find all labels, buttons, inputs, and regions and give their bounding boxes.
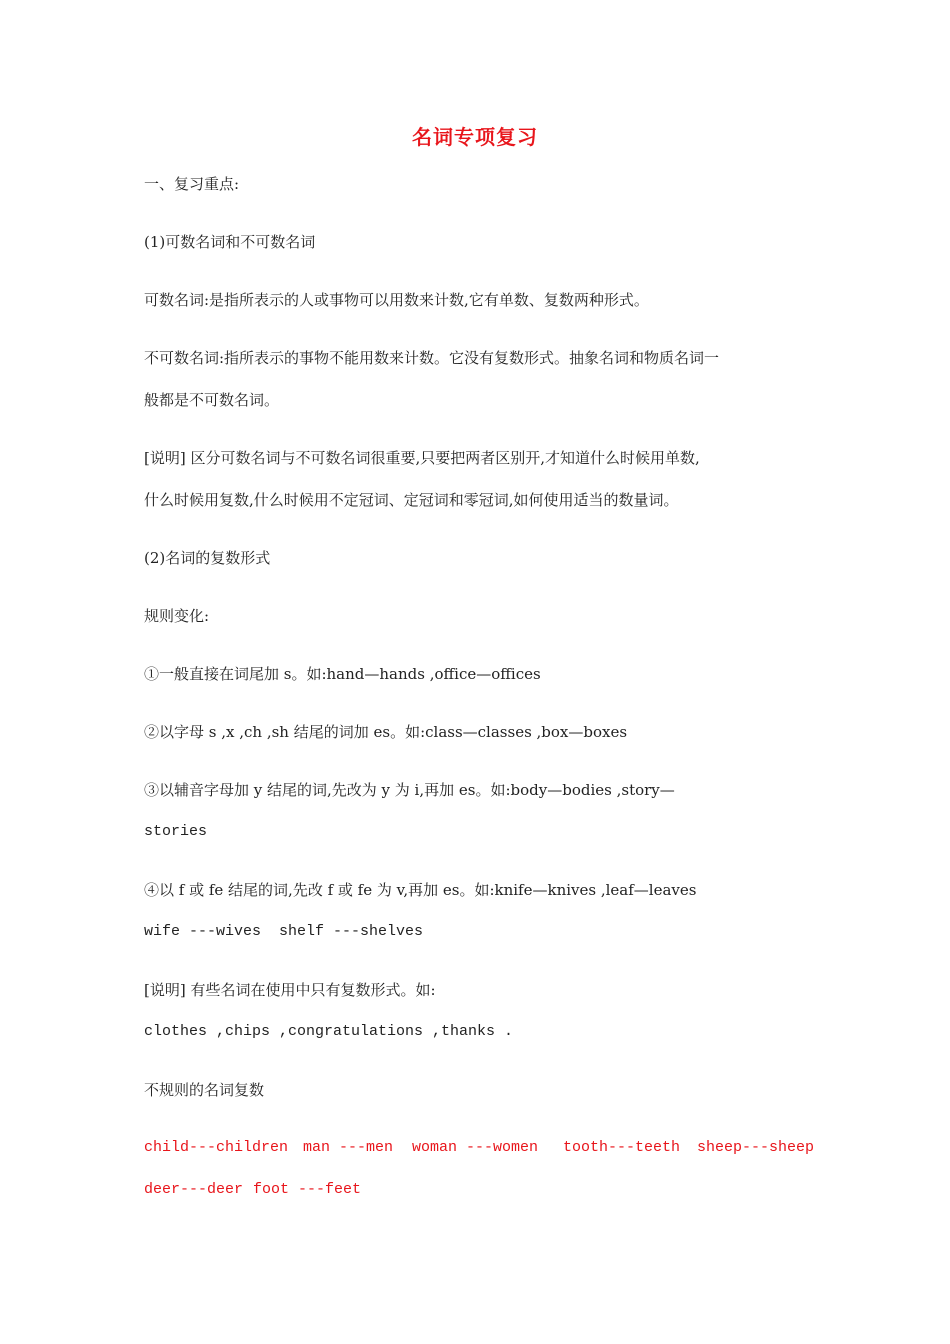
rule-item-continuation: stories (144, 823, 208, 840)
rule-item: ②以字母 s ,x ,ch ,sh 结尾的词加 es。如:class—classes ,box—boxes (144, 723, 628, 741)
note-paragraph: [说明] 有些名词在使用中只有复数形式。如: (144, 981, 436, 999)
rule-item: ③以辅音字母加 y 结尾的词,先改为 y 为 i,再加 es。如:body—bodies ,story— (144, 781, 675, 799)
irregular-pair: tooth---teeth (563, 1139, 681, 1156)
irregular-plurals-row (144, 1180, 824, 1200)
example-list: clothes ,chips ,congratulations ,thanks . (144, 1023, 514, 1040)
section-heading: 一、复习重点: (144, 175, 240, 193)
irregular-pair: child---children (144, 1139, 289, 1156)
irregular-pair: foot ---feet (253, 1181, 362, 1198)
paragraph: 般都是不可数名词。 (144, 391, 280, 409)
note-paragraph: 什么时候用复数,什么时候用不定冠词、定冠词和零冠词,如何使用适当的数量词。 (144, 491, 679, 509)
irregular-pair: woman ---women (412, 1139, 539, 1156)
subsection-heading: (2)名词的复数形式 (144, 549, 271, 567)
page-title: 名词专项复习 (412, 125, 538, 149)
note-paragraph: [说明] 区分可数名词与不可数名词很重要,只要把两者区别开,才知道什么时候用单数, (144, 449, 700, 467)
irregular-plurals-row (144, 1138, 824, 1158)
paragraph: 规则变化: (144, 607, 210, 625)
irregular-pair: deer---deer (144, 1181, 244, 1198)
rule-item: ④以 f 或 fe 结尾的词,先改 f 或 fe 为 v,再加 es。如:knife—knives ,leaf—leaves (144, 881, 697, 899)
paragraph: 可数名词:是指所表示的人或事物可以用数来计数,它有单数、复数两种形式。 (144, 291, 649, 309)
subsection-heading: (1)可数名词和不可数名词 (144, 233, 316, 251)
irregular-pair: man ---men (303, 1139, 394, 1156)
rule-item: ①一般直接在词尾加 s。如:hand—hands ,office—offices (144, 665, 541, 683)
paragraph: 不可数名词:指所表示的事物不能用数来计数。它没有复数形式。抽象名词和物质名词一 (144, 349, 720, 367)
paragraph: 不规则的名词复数 (144, 1081, 265, 1099)
rule-item-continuation: wife ---wives shelf ---shelves (144, 923, 424, 940)
irregular-pair: sheep---sheep (697, 1139, 815, 1156)
